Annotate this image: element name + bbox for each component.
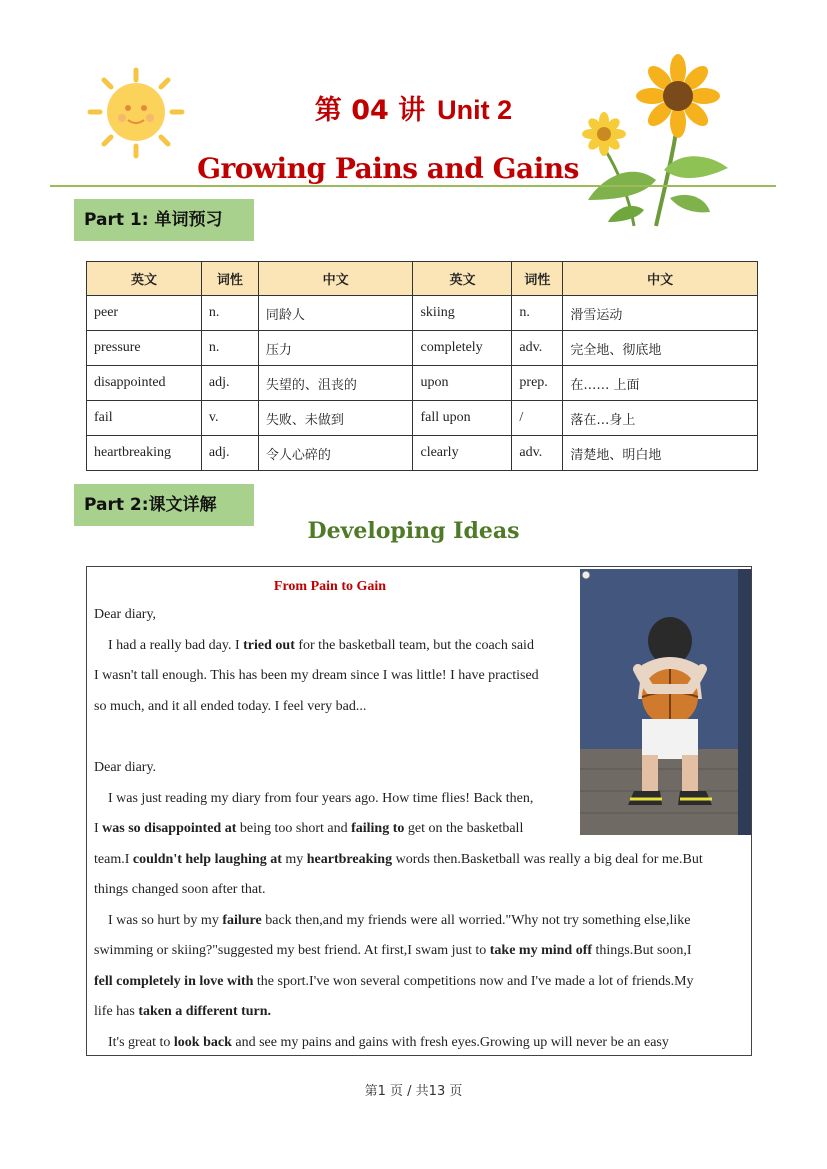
table-row xyxy=(87,436,758,471)
word-cell: heartbreaking xyxy=(87,436,202,471)
word-cell: upon xyxy=(413,366,512,401)
header-cell: 中文 xyxy=(258,262,413,296)
pos-cell: v. xyxy=(201,401,258,436)
meaning-cell: 清楚地、明白地 xyxy=(563,436,758,471)
table-row xyxy=(87,296,758,331)
boy-with-basketball-photo xyxy=(580,569,751,835)
pos-cell: n. xyxy=(201,296,258,331)
meaning-cell: 令人心碎的 xyxy=(258,436,413,471)
unit-subtitle: Growing Pains and Gains xyxy=(197,152,579,185)
header-cell: 英文 xyxy=(87,262,202,296)
part1-banner: Part 1: 单词预习 xyxy=(74,199,254,241)
key-phrase: was so disappointed at xyxy=(102,821,237,836)
page-number: 第1 页 / 共13 页 xyxy=(364,1084,463,1099)
lesson-number: 第 04 讲 xyxy=(314,95,426,126)
reading-passage xyxy=(86,566,752,1056)
passage-line: I was so disappointed at being too short and failing to get on the basketball xyxy=(94,821,524,836)
table-row xyxy=(87,401,758,436)
header-cell: 词性 xyxy=(201,262,258,296)
header-cell: 中文 xyxy=(563,262,758,296)
unit-label: Unit 2 xyxy=(437,95,513,125)
passage-line: I was just reading my diary from four years ago. How time flies! Back then, xyxy=(108,791,534,806)
key-phrase: look back xyxy=(173,1035,232,1050)
word-cell: skiing xyxy=(413,296,512,331)
header-cell: 词性 xyxy=(512,262,563,296)
word-cell: clearly xyxy=(413,436,512,471)
word-cell: disappointed xyxy=(87,366,202,401)
key-phrase: taken a different turn. xyxy=(138,1004,272,1019)
key-phrase: couldn't help laughing at xyxy=(132,852,282,867)
part2-banner: Part 2:课文详解 xyxy=(74,484,254,526)
meaning-cell: 落在…身上 xyxy=(563,401,758,436)
section-title: Developing Ideas xyxy=(307,518,520,544)
meaning-cell: 同龄人 xyxy=(258,296,413,331)
key-phrase: take my mind off xyxy=(489,943,593,958)
pos-cell: adj. xyxy=(201,366,258,401)
word-cell: completely xyxy=(413,331,512,366)
pos-cell: adv. xyxy=(512,331,563,366)
key-phrase: tried out xyxy=(243,638,295,653)
passage-title: From Pain to Gain xyxy=(273,579,387,594)
key-phrase: fell completely in love with xyxy=(94,974,254,989)
title-divider xyxy=(50,185,776,187)
pos-cell: / xyxy=(512,401,563,436)
table-row xyxy=(87,366,758,401)
word-cell: peer xyxy=(87,296,202,331)
passage-line: things changed soon after that. xyxy=(94,882,266,897)
passage-line: life has taken a different turn. xyxy=(94,1004,272,1019)
table-row xyxy=(87,331,758,366)
meaning-cell: 失望的、沮丧的 xyxy=(258,366,413,401)
lesson-title xyxy=(0,88,827,127)
meaning-cell: 滑雪运动 xyxy=(563,296,758,331)
key-phrase: heartbreaking xyxy=(306,852,393,867)
meaning-cell: 完全地、彻底地 xyxy=(563,331,758,366)
passage-line: so much, and it all ended today. I feel very bad... xyxy=(94,699,367,714)
passage-line: It's great to look back and see my pains and gains with fresh eyes.Growing up will never be an easy xyxy=(108,1035,669,1050)
pos-cell: n. xyxy=(512,296,563,331)
greeting: Dear diary. xyxy=(94,760,157,775)
pos-cell: adj. xyxy=(201,436,258,471)
word-cell: pressure xyxy=(87,331,202,366)
vocabulary-table xyxy=(86,261,758,471)
key-phrase: failing to xyxy=(351,821,405,836)
table-header-row xyxy=(87,262,758,296)
passage-line: I had a really bad day. I tried out for the basketball team, but the coach said xyxy=(108,638,534,653)
pos-cell: n. xyxy=(201,331,258,366)
header-cell: 英文 xyxy=(413,262,512,296)
word-cell: fail xyxy=(87,401,202,436)
passage-line: fell completely in love with the sport.I've won several competitions now and I've made a lot of friends.My xyxy=(94,974,694,989)
meaning-cell: 在…… 上面 xyxy=(563,366,758,401)
passage-line: swimming or skiing?"suggested my best friend. At first,I swam just to take my mind off things.But soon,I xyxy=(94,943,692,958)
passage-line: I wasn't tall enough. This has been my dream since I was little! I have practised xyxy=(94,668,539,683)
greeting: Dear diary, xyxy=(94,607,157,622)
meaning-cell: 压力 xyxy=(258,331,413,366)
pos-cell: prep. xyxy=(512,366,563,401)
word-cell: fall upon xyxy=(413,401,512,436)
meaning-cell: 失败、未做到 xyxy=(258,401,413,436)
key-phrase: failure xyxy=(222,913,262,928)
sunflower-illustration xyxy=(560,50,740,228)
pos-cell: adv. xyxy=(512,436,563,471)
passage-line: I was so hurt by my failure back then,and my friends were all worried."Why not try something else,like xyxy=(108,913,691,928)
passage-line: team.I couldn't help laughing at my heartbreaking words then.Basketball was really a big deal for me.But xyxy=(94,852,703,867)
